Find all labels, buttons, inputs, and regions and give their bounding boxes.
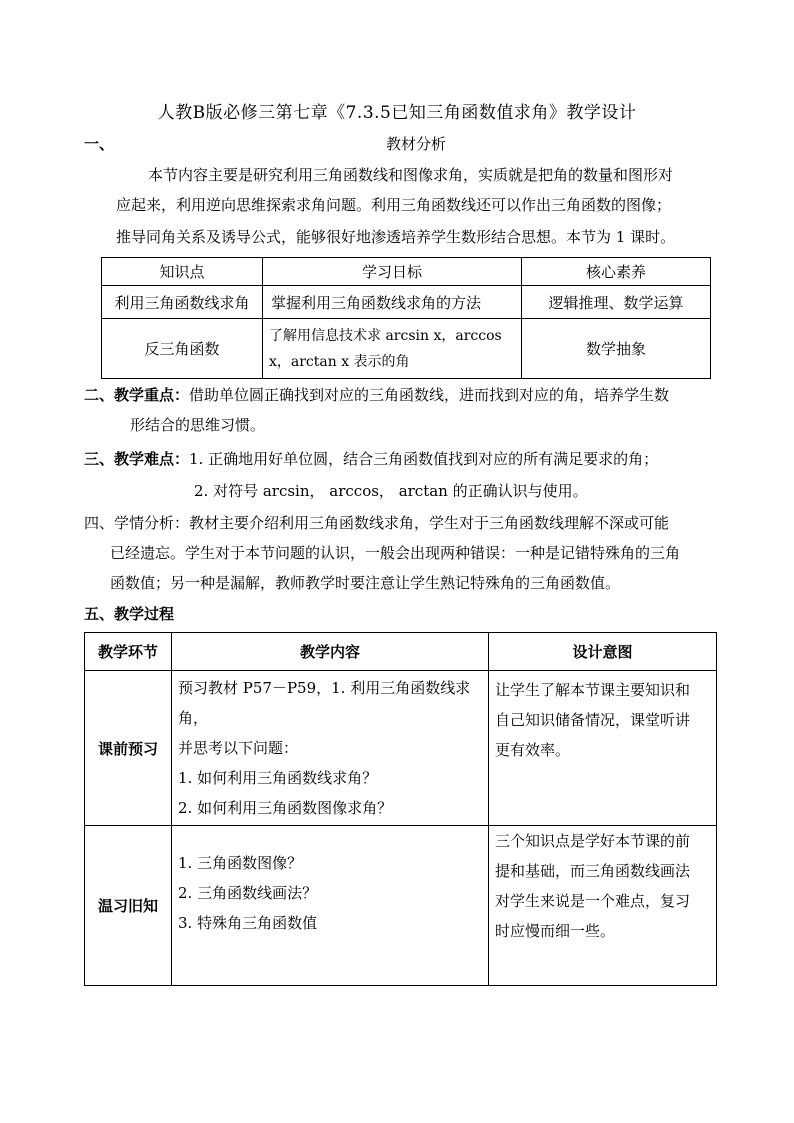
section2 bbox=[84, 384, 669, 405]
objectives-table bbox=[101, 257, 711, 379]
section4 bbox=[84, 512, 669, 533]
table-row bbox=[85, 826, 717, 986]
cell-content bbox=[172, 826, 489, 986]
cell-goal-line: 了解用信息技术求 arcsin x，arccos bbox=[269, 327, 502, 344]
table-row bbox=[102, 286, 711, 319]
content-line: 3. 特殊角三角函数值 bbox=[178, 914, 318, 932]
cell-stage: 课前预习 bbox=[85, 671, 172, 826]
intent-line: 时应慢而细一些。 bbox=[495, 922, 616, 940]
section4-text: 教材主要介绍利用三角函数线求角，学生对于三角函数线理解不深或可能 bbox=[189, 514, 670, 532]
table-row bbox=[85, 671, 717, 826]
page-title: 人教B版必修三第七章《7.3.5已知三角函数值求角》教学设计 bbox=[157, 103, 637, 123]
header-goal: 学习日标 bbox=[263, 258, 522, 286]
section2-text: 借助单位圆正确找到对应的三角函数线，进而找到对应的角，培养学生数 bbox=[189, 386, 670, 404]
section1-line-3: 推导同角关系及诱导公式，能够很好地渗透培养学生数形结合思想。本节为 1 课时。 bbox=[116, 228, 676, 246]
cell-content bbox=[172, 671, 489, 826]
cell-literacy: 数学抽象 bbox=[522, 319, 711, 379]
header-stage: 教学环节 bbox=[85, 633, 172, 671]
section3-text: 1. 正确地用好单位圆，结合三角函数值找到对应的所有满足要求的角； bbox=[189, 450, 659, 468]
intent-line: 自己知识储备情况，课堂听讲 bbox=[495, 711, 691, 729]
section5-title: 五、教学过程 bbox=[84, 605, 175, 623]
content-line: 2. 三角函数线画法？ bbox=[178, 884, 318, 902]
intent-line: 让学生了解本节课主要知识和 bbox=[495, 681, 691, 699]
section1-title: 教材分析 bbox=[386, 135, 447, 153]
table-header-row bbox=[85, 633, 717, 671]
content-line: 预习教材 P57－P59，1. 利用三角函数线求角， bbox=[178, 679, 471, 727]
section4-line-3: 函数值；另一种是漏解，教师教学时要注意让学生熟记特殊角的三角函数值。 bbox=[110, 574, 621, 592]
content-line: 1. 如何利用三角函数线求角？ bbox=[178, 769, 378, 787]
intent-line: 三个知识点是学好本节课的前 bbox=[495, 832, 691, 850]
header-literacy: 核心素养 bbox=[522, 258, 711, 286]
section3-line-2: 2. 对符号 arcsin， arccos， arctan 的正确认识与使用。 bbox=[194, 482, 588, 500]
section1-line-1: 本节内容主要是研究利用三角函数线和图像求角，实质就是把角的数量和图形对 bbox=[148, 166, 674, 184]
section2-label: 二、教学重点： bbox=[84, 386, 190, 404]
section4-line-2: 已经遗忘。学生对于本节问题的认识，一般会出现两种错误：一种是记错特殊角的三角 bbox=[110, 544, 681, 562]
cell-intent bbox=[489, 671, 717, 826]
content-line: 1. 三角函数图像？ bbox=[178, 854, 303, 872]
intent-line: 更有效率。 bbox=[495, 741, 571, 759]
content-line: 2. 如何利用三角函数图像求角？ bbox=[178, 799, 393, 817]
section2-line-2: 形结合的思维习惯。 bbox=[130, 416, 266, 434]
table-row bbox=[102, 319, 711, 379]
cell-goal-line: x，arctan x 表示的角 bbox=[269, 353, 410, 370]
section1-line-2: 应起来，利用逆向思维探索求角问题。利用三角函数线还可以作出三角函数的图像； bbox=[116, 196, 672, 214]
process-table bbox=[84, 632, 717, 986]
cell-stage: 温习旧知 bbox=[85, 826, 172, 986]
intent-line: 提和基础，而三角函数线画法 bbox=[495, 862, 691, 880]
header-intent: 设计意图 bbox=[489, 633, 717, 671]
cell-knowledge: 利用三角函数线求角 bbox=[102, 286, 263, 319]
header-content: 教学内容 bbox=[172, 633, 489, 671]
cell-knowledge: 反三角函数 bbox=[102, 319, 263, 379]
intent-line: 对学生来说是一个难点，复习 bbox=[495, 892, 691, 910]
section3 bbox=[84, 448, 658, 469]
content-line: 并思考以下问题： bbox=[178, 739, 299, 757]
section4-label: 四、学情分析： bbox=[84, 514, 190, 532]
header-knowledge: 知识点 bbox=[102, 258, 263, 286]
cell-intent bbox=[489, 826, 717, 986]
section1-number: 一、 bbox=[84, 135, 115, 153]
table-header-row bbox=[102, 258, 711, 286]
cell-goal: 掌握利用三角函数线求角的方法 bbox=[263, 286, 522, 319]
cell-literacy: 逻辑推理、数学运算 bbox=[522, 286, 711, 319]
section3-label: 三、教学难点： bbox=[84, 450, 190, 468]
cell-goal bbox=[263, 319, 522, 379]
